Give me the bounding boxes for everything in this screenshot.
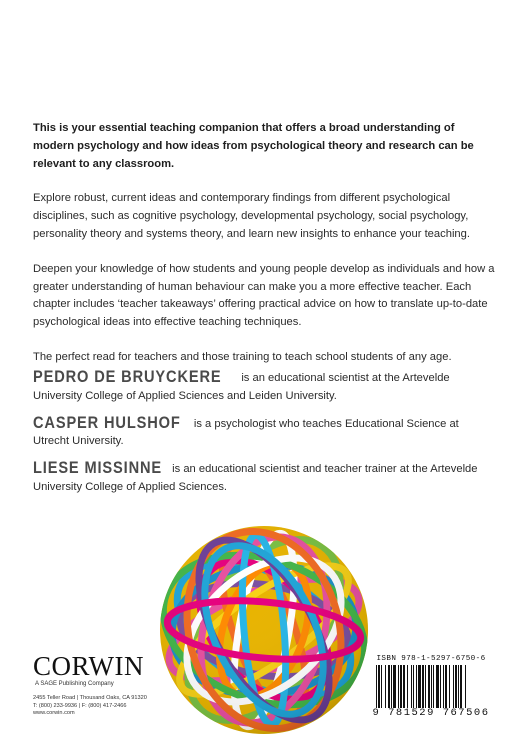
paragraph-audience: The perfect read for teachers and those training to teach school students of any age. — [33, 350, 452, 363]
barcode-bar — [381, 665, 382, 708]
website: www.corwin.com — [33, 710, 75, 716]
publisher-tagline: A SAGE Publishing Company — [35, 681, 114, 687]
author-name: CASPER HULSHOF — [33, 412, 181, 432]
author-bio-1 — [33, 368, 495, 406]
barcode-bar — [445, 665, 447, 708]
barcode-bar — [453, 665, 454, 708]
barcode-bar — [418, 665, 421, 708]
barcode-bar — [407, 665, 408, 708]
author-bios — [33, 368, 495, 505]
barcode-bar — [393, 665, 396, 708]
address-line: 2455 Teller Road | Thousand Oaks, CA 91320 — [33, 695, 147, 701]
barcode-bar — [428, 665, 430, 708]
barcode-bar — [385, 665, 386, 708]
isbn-barcode — [368, 654, 494, 720]
barcode-bar — [460, 665, 462, 708]
barcode-bar — [403, 665, 405, 708]
barcode-bar — [425, 665, 426, 708]
barcode-bar — [433, 665, 434, 708]
barcode-bar — [465, 665, 466, 708]
barcode-bar — [416, 665, 417, 708]
barcode-bar — [411, 665, 412, 708]
barcode-bar — [436, 665, 439, 708]
logo-wordmark: CORWIN — [33, 651, 144, 681]
isbn-label: ISBN 978-1-5297-6750-6 — [376, 655, 486, 663]
barcode-bar — [388, 665, 390, 708]
phone-line: T: (800) 233-9936 | F: (800) 417-2466 — [33, 702, 127, 709]
barcode-bar — [422, 665, 424, 708]
barcode-bar — [440, 665, 441, 708]
author-description: is an educational scientist at the Artevelde University College of Applied Sciences and Leiden University. — [33, 372, 450, 402]
barcode-bar — [398, 665, 399, 708]
back-cover-blurb — [33, 120, 495, 384]
publisher-block — [33, 652, 193, 718]
author-bio-2 — [33, 414, 495, 452]
lead-paragraph: This is your essential teaching companion that offers a broad understanding of modern psychology and how ideas from psychological theory and research can be relevant to any classroom. — [33, 122, 474, 170]
publisher-address — [33, 695, 193, 718]
paragraph-deepen-knowledge: Deepen your knowledge of how students and young people develop as individuals and how a greater understanding of human behaviour can make you a more effective teacher. Each chapter includes ‘teacher takeaways’ offering practical advice on how to translate up-to-date psychological ideas into effective teaching techniques. — [33, 262, 495, 329]
barcode-bar — [458, 665, 459, 708]
barcode-bar — [443, 665, 444, 708]
barcode-bars — [372, 665, 490, 708]
barcode-bar — [413, 665, 414, 708]
barcode-bar — [449, 665, 450, 708]
author-description: is a psychologist who teaches Educational Science at Utrecht University. — [33, 417, 459, 448]
corwin-logo — [33, 652, 193, 680]
author-bio-3 — [33, 459, 495, 497]
author-name: LIESE MISSINNE — [33, 458, 163, 478]
barcode-digits: 9 781529 767506 — [372, 707, 490, 719]
barcode-bar — [455, 665, 457, 708]
barcode-bar — [378, 665, 380, 708]
barcode-bar — [431, 665, 432, 708]
barcode-bar — [376, 665, 377, 708]
author-description: is an educational scientist and teacher trainer at the Artevelde University College of Applied Sciences. — [33, 463, 478, 493]
barcode-bar — [400, 665, 402, 708]
barcode-bar — [391, 665, 392, 708]
author-name: PEDRO DE BRUYCKERE — [33, 367, 222, 386]
paragraph-disciplines: Explore robust, current ideas and contemporary findings from different psychological disciplines, such as cognitive psychology, developmental psychology, social psychology, personality theory and systems theory, and learn new insights to enhance your teaching. — [33, 192, 470, 240]
